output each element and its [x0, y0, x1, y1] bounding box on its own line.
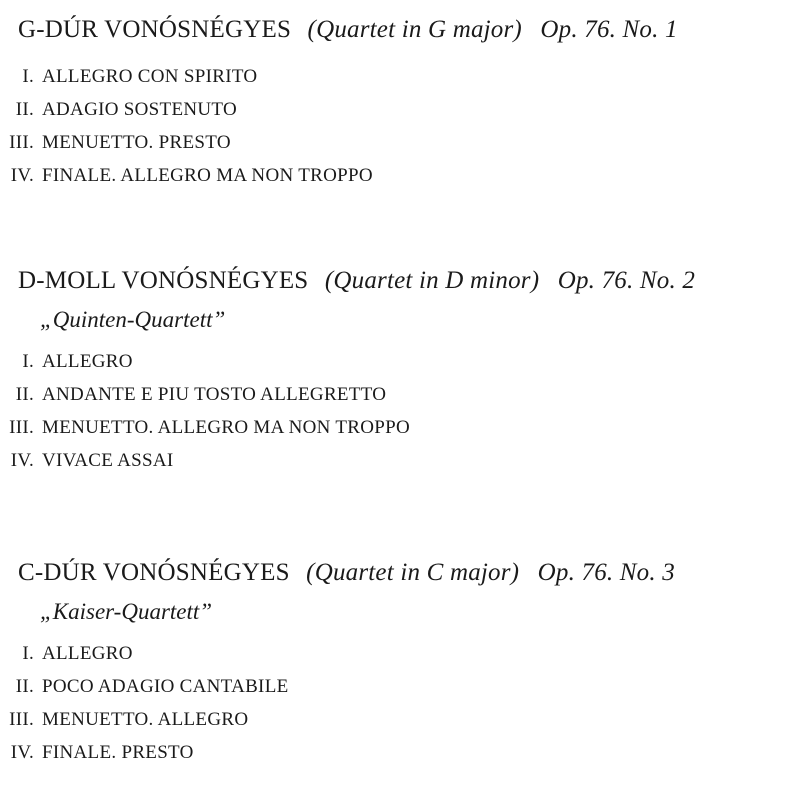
movement-item	[9, 703, 788, 736]
movement-number: II.	[15, 99, 34, 120]
quartet-opus: Op. 76. No. 2	[557, 267, 696, 294]
movement-number: III.	[9, 417, 34, 438]
quartet-english-title: (Quartet in G major)	[307, 16, 522, 43]
movement-name: MENUETTO. ALLEGRO	[42, 709, 249, 730]
quartet-opus: Op. 76. No. 1	[540, 16, 678, 43]
movement-item	[10, 736, 788, 769]
quartet-section	[9, 265, 788, 477]
movement-list	[9, 345, 788, 477]
movement-name: MENUETTO. PRESTO	[42, 132, 231, 153]
movement-item	[15, 378, 788, 411]
quartet-opus: Op. 76. No. 3	[537, 559, 675, 586]
movement-number: IV.	[10, 450, 34, 471]
quartet-section	[9, 14, 788, 192]
movement-number: II.	[15, 384, 34, 405]
movement-item	[18, 60, 788, 93]
movement-item	[10, 159, 788, 192]
quartet-title: D-MOLL VONÓSNÉGYES	[18, 267, 309, 294]
movement-number: III.	[9, 709, 34, 730]
quartet-english-title: (Quartet in D minor)	[324, 267, 540, 294]
movement-list	[9, 637, 788, 769]
quartet-title: G-DÚR VONÓSNÉGYES	[18, 16, 292, 43]
movement-name: ALLEGRO CON SPIRITO	[42, 66, 258, 87]
movement-name: ALLEGRO	[42, 351, 133, 372]
movement-item	[10, 444, 788, 477]
movement-item	[9, 126, 788, 159]
movement-name: FINALE. ALLEGRO MA NON TROPPO	[42, 165, 373, 186]
movement-item	[15, 670, 788, 703]
movement-name: ALLEGRO	[42, 643, 133, 664]
quartet-section	[9, 557, 788, 769]
movement-number: I.	[22, 351, 34, 372]
movement-item	[18, 345, 788, 378]
movement-item	[18, 637, 788, 670]
movement-name: POCO ADAGIO CANTABILE	[42, 676, 289, 697]
movement-number: III.	[9, 132, 34, 153]
movement-item	[15, 93, 788, 126]
quartet-heading	[18, 14, 788, 46]
movement-item	[9, 411, 788, 444]
movement-name: MENUETTO. ALLEGRO MA NON TROPPO	[42, 417, 411, 438]
movement-name: FINALE. PRESTO	[42, 742, 194, 763]
quartet-english-title: (Quartet in C major)	[306, 559, 520, 586]
movement-number: I.	[22, 66, 34, 87]
movement-list	[9, 60, 788, 192]
quartet-nickname: „Kaiser-Quartett”	[40, 599, 213, 624]
movement-number: II.	[15, 676, 34, 697]
movement-name: ANDANTE E PIU TOSTO ALLEGRETTO	[42, 384, 387, 405]
quartet-heading	[18, 265, 788, 297]
quartet-heading	[18, 557, 788, 589]
movement-number: I.	[22, 643, 34, 664]
movement-name: VIVACE ASSAI	[42, 450, 174, 471]
movement-name: ADAGIO SOSTENUTO	[42, 99, 237, 120]
quartet-title: C-DÚR VONÓSNÉGYES	[18, 559, 290, 586]
movement-number: IV.	[10, 742, 34, 763]
quartet-nickname: „Quinten-Quartett”	[40, 307, 226, 332]
movement-number: IV.	[10, 165, 34, 186]
